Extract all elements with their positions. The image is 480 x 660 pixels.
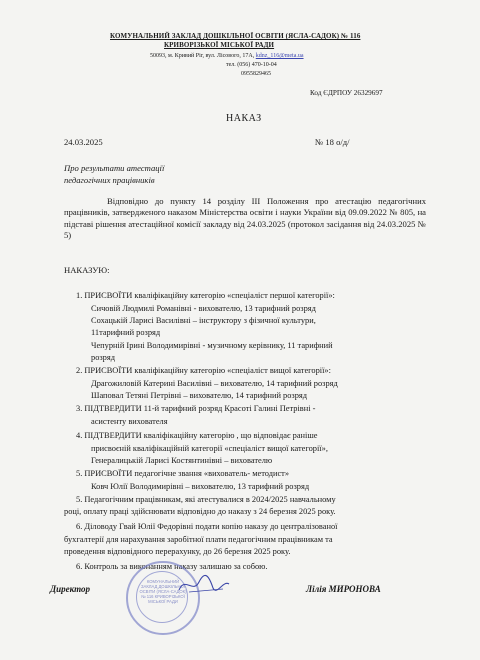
order-word: НАКАЗУЮ:: [64, 265, 110, 275]
doc-date: 24.03.2025: [64, 137, 103, 147]
paragraph-6-line-a: 6. Діловоду Гвай Юлії Федорівні подати копію наказу до централізованої: [76, 522, 338, 531]
item-1-line-f: розряд: [91, 353, 115, 362]
item-1-line-e: Чепурній Ірині Володимирівні - музичному керівнику, 11 тарифний: [91, 341, 333, 350]
paragraph-7: 6. Контроль за виконанням наказу залишаю за собою.: [76, 562, 268, 571]
item-2-line-c: Шаповал Тетяні Петрівні – вихователю, 14 тарифний розряд: [91, 391, 308, 400]
header-address-row: [150, 53, 304, 59]
item-2-line-b: Драгожиловій Катерині Василівні – вихователю, 14 тарифний розряд: [91, 379, 338, 388]
doc-title: НАКАЗ: [226, 113, 262, 124]
stamp-text: КОМУНАЛЬНИЙ ЗАКЛАД ДОШКІЛЬНОЇ ОСВІТИ (ЯСЛА-САДОК) № 116 КРИВОРІЗЬКОЇ МІСЬКОЇ РАДИ: [139, 579, 187, 604]
item-4-line-c: Генералицькій Ларисі Костянтинівні – вихователю: [91, 456, 273, 465]
item-3-line-a: 3. ПІДТВЕРДИТИ 11-й тарифний розряд Красоті Галині Петрівні -: [76, 404, 316, 413]
signature-role: Директор: [50, 584, 90, 594]
paragraph-6-line-b: бухгалтерії для нарахування заробітної плати педагогічним працівникам та: [64, 535, 333, 544]
item-4-line-a: 4. ПІДТВЕРДИТИ кваліфікаційну категорію , що відповідає раніше: [76, 431, 318, 440]
item-5-line-b: Ковч Юлії Володимирівні – вихователю, 13 тарифний розряд: [91, 482, 310, 491]
item-5-line-a: 5. ПРИСВОЇТИ педагогічне звання «вихователь- методист»: [76, 469, 290, 478]
doc-number: № 18 о/д/: [315, 137, 350, 147]
intro-paragraph: Відповідно до пункту 14 розділу ІІІ Положення про атестацію педагогічних працівників, затвердженого наказом Міністерства освіти і науки України від 09.09.2022 № 805, на підставі рішення атестаційної комісії закладу від 24.03.2025 (протокол засідання від 24.03.2025 № 5): [64, 196, 426, 241]
doc-subject-line-1: Про результати атестації: [64, 163, 165, 173]
item-3-line-b: асистенту вихователя: [91, 417, 168, 426]
header-phone-1: тел. (056) 470-10-04: [226, 62, 277, 68]
header-line-2: КРИВОРІЗЬКОЇ МІСЬКОЇ РАДИ: [164, 41, 275, 49]
header-address: 50093, м. Кривий Ріг, вул. Лісового, 17А,: [150, 53, 255, 59]
paragraph-6-line-c: проведення відповідного перерахунку, до 26 березня 2025 року.: [64, 547, 291, 556]
paragraph-5-line-b: році, оплату праці здійснювати відповідно до наказу з 24 березня 2025 року.: [64, 507, 336, 516]
handwritten-signature: [175, 572, 233, 598]
header-phone-2: 0955829465: [241, 71, 271, 77]
item-2-line-a: 2. ПРИСВОЇТИ кваліфікаційну категорію «спеціаліст вищої категорії»:: [76, 366, 331, 375]
item-4-line-b: присвоєній кваліфікаційній категорії «спеціаліст вищої категорії»,: [91, 444, 328, 453]
edrpou-code: Код ЄДРПОУ 26329697: [310, 89, 383, 97]
signature-name: Лілія МИРОНОВА: [306, 584, 381, 594]
doc-subject-line-2: педагогічних працівників: [64, 175, 155, 185]
item-1-line-a: 1. ПРИСВОЇТИ кваліфікаційну категорію «спеціаліст першої категорії»:: [76, 291, 335, 300]
header-line-1: КОМУНАЛЬНИЙ ЗАКЛАД ДОШКІЛЬНОЇ ОСВІТИ (ЯСЛА-САДОК) № 116: [110, 32, 361, 40]
item-1-line-c: Сохацькій Ларисі Василівні – інструктору з фізичної культури,: [91, 316, 316, 325]
header-email: kdnz_116@meta.ua: [255, 53, 304, 59]
item-1-line-d: 11тарифний розряд: [91, 328, 161, 337]
paragraph-5-line-a: 5. Педагогічним працівникам, які атестувалися в 2024/2025 навчальному: [76, 495, 336, 504]
item-1-line-b: Сичовій Людмилі Романівні - вихователю, 13 тарифний розряд: [91, 304, 316, 313]
